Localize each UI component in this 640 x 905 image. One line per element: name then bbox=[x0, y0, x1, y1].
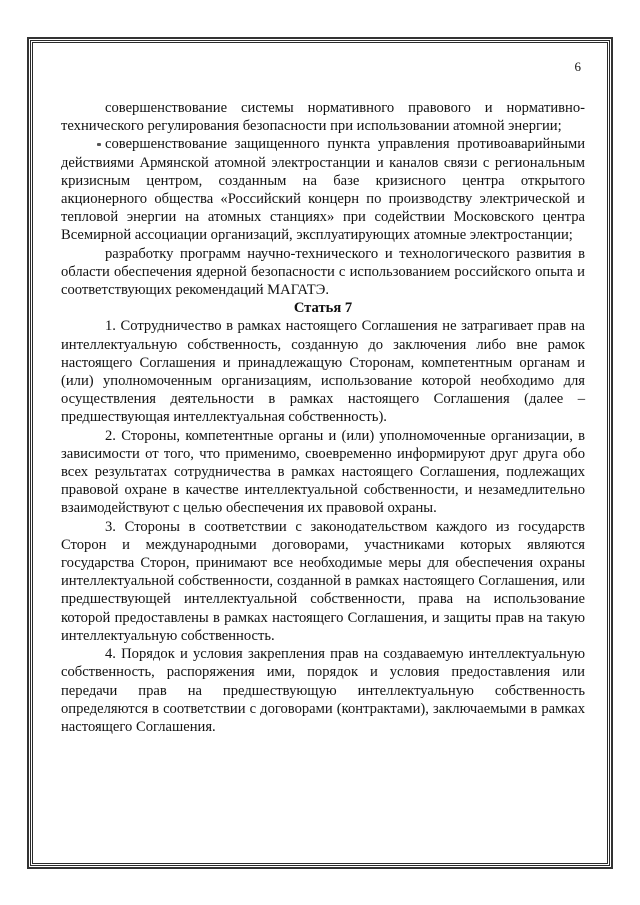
paragraph: разработку программ научно-технического и технологического развития в области обеспечения ядерной безопасности с использованием российского опыта и соответствующих рекомендаций МАГАТЭ. bbox=[61, 245, 585, 299]
paragraph: 1. Сотрудничество в рамках настоящего Соглашения не затрагивает прав на интеллектуальную собственность, созданную до заключения либо вне рамок настоящего Соглашения и принадлежащую Сторонам, компетентным органам и (или) уполномоченным организациям, использование которой необходимо для осуществления деятельности в рамках настоящего Соглашения (далее – предшествующая интеллектуальная собственность). bbox=[61, 318, 585, 426]
paragraph: 4. Порядок и условия закрепления прав на создаваемую интеллектуальную собственность, распоряжения ими, порядок и условия предоставления или передачи прав на предшествующую интеллектуальную собственность определяются в соответствии с договорами (контрактами), заключаемыми в рамках настоящего Соглашения. bbox=[61, 646, 585, 735]
page-border bbox=[30, 40, 610, 866]
scan-mark bbox=[97, 143, 101, 146]
document-body bbox=[61, 99, 585, 736]
paragraph: совершенствование системы нормативного правового и нормативно-технического регулирования безопасности при использовании атомной энергии; bbox=[61, 100, 585, 135]
article-title: Статья 7 bbox=[293, 300, 353, 317]
paragraph: 2. Стороны, компетентные органы и (или) уполномоченные организации, в зависимости от того, что применимо, своевременно информируют друг друга обо всех результатах сотрудничества в рамках настоящего Соглашения, подлежащих правовой охране в качестве интеллектуальной собственности, и незамедлительно взаимодействуют с целью обеспечения их правовой охраны. bbox=[61, 427, 585, 517]
paragraph: 3. Стороны в соответствии с законодательством каждого из государств Сторон и международными договорами, участниками которых являются государства Сторон, принимают все необходимые меры для обеспечения охраны интеллектуальной собственности, созданной в рамках настоящего Соглашения, или предшествующей интеллектуальной собственности, права на использование которой предоставлены в рамках настоящего Соглашения, и защиты прав на такую интеллектуальную собственность. bbox=[61, 518, 585, 644]
page-number: 6 bbox=[574, 59, 581, 74]
paragraph: совершенствование защищенного пункта управления противоаварийными действиями Армянской атомной электростанции и каналов связи с региональным кризисным центром, созданным на базе кризисного центра открытого акционерного общества «Российский концерн по производству электрической и тепловой энергии на атомных станциях» при содействии Московского центра Всемирной ассоциации организаций, эксплуатирующих атомные электростанции; bbox=[61, 136, 585, 244]
